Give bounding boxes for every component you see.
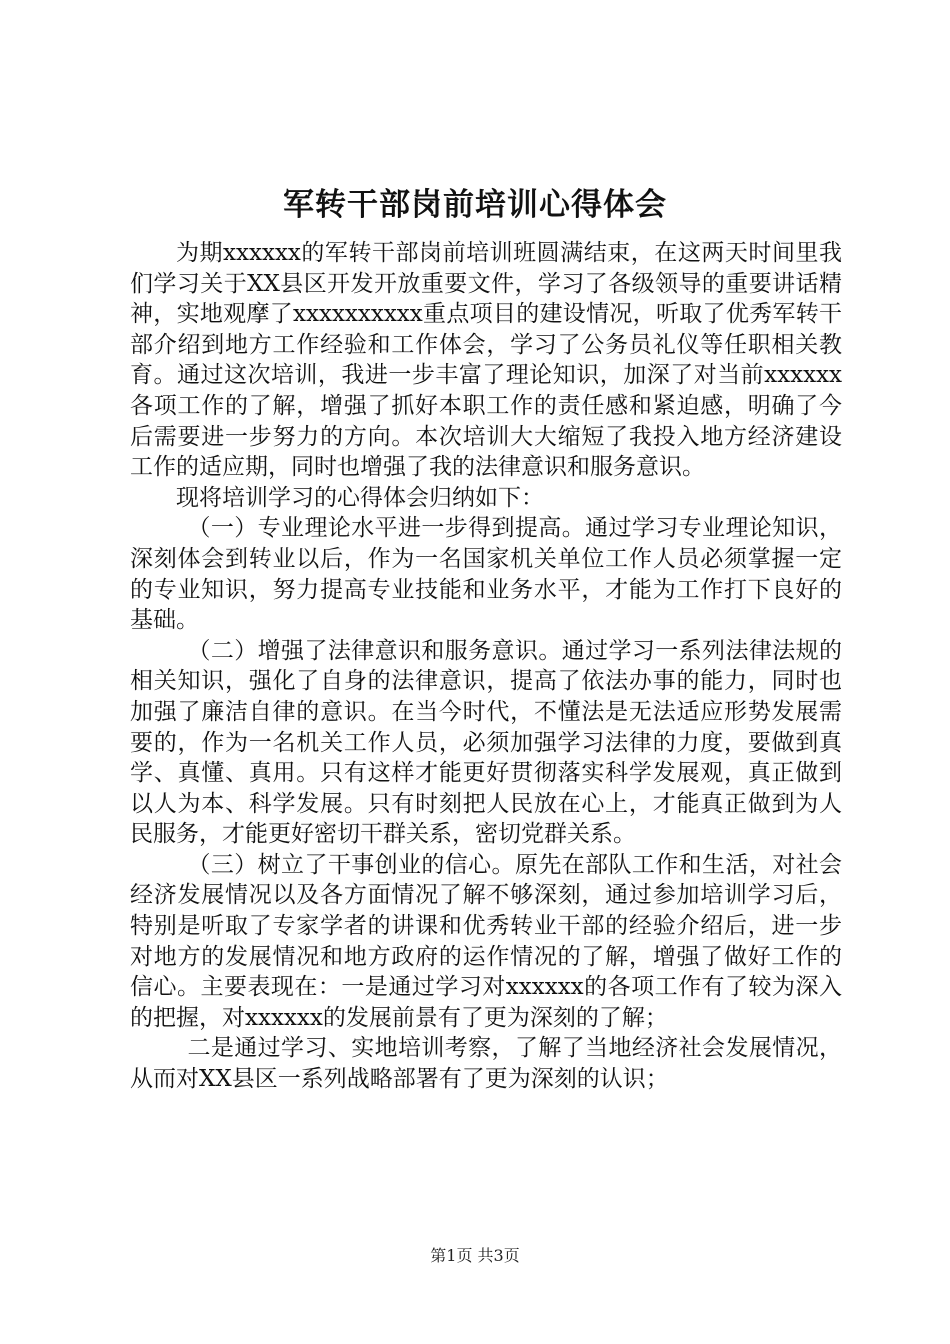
paragraph-summary-lead: 现将培训学习的心得体会归纳如下： [176, 484, 544, 511]
paragraph-point-one: （一）专业理论水平进一步得到提高。通过学习专业理论知识，深刻体会到转业以后，作为一名国家机关单位工作人员必须掌握一定的专业知识，努力提高专业技能和业务水平，才能为工作打下良好的基础。 [130, 515, 842, 634]
paragraph-point-two: （二）增强了法律意识和服务意识。通过学习一系列法律法规的相关知识，强化了自身的法律意识，提高了依法办事的能力，同时也加强了廉洁自律的意识。在当今时代，不懂法是无法适应形势发展需要的，作为一名机关工作人员，必须加强学习法律的力度，要做到真学、真懂、真用。只有这样才能更好贯彻落实科学发展观，真正做到以人为本、科学发展。只有时刻把人民放在心上，才能真正做到为人民服务，才能更好密切干群关系，密切党群关系。 [130, 637, 842, 848]
page-footer: 第1页 共3页 [430, 1246, 520, 1265]
document-body [130, 238, 842, 1095]
paragraph-point-three: （三）树立了干事创业的信心。原先在部队工作和生活，对社会经济发展情况以及各方面情况了解不够深刻，通过参加培训学习后，特别是听取了专家学者的讲课和优秀转业干部的经验介绍后，进一步对地方的发展情况和地方政府的运作情况的了解，增强了做好工作的信心。主要表现在：一是通过学习对xxxxxx的各项工作有了较为深入的把握，对xxxxxx的发展前景有了更为深刻的了解； [130, 851, 842, 1031]
document-title: 军转干部岗前培训心得体会 [283, 187, 667, 223]
paragraph-point-three-continued: 二是通过学习、实地培训考察，了解了当地经济社会发展情况，从而对XX县区一系列战略部署有了更为深刻的认识； [130, 1035, 842, 1093]
paragraph-intro: 为期xxxxxx的军转干部岗前培训班圆满结束，在这两天时间里我们学习关于XX县区开发开放重要文件，学习了各级领导的重要讲话精神，实地观摩了xxxxxxxxxx重点项目的建设情况，听取了优秀军转干部介绍到地方工作经验和工作体会，学习了公务员礼仪等任职相关教育。通过这次培训，我进一步丰富了理论知识，加深了对当前xxxxxx各项工作的了解，增强了抓好本职工作的责任感和紧迫感，明确了今后需要进一步努力的方向。本次培训大大缩短了我投入地方经济建设工作的适应期，同时也增强了我的法律意识和服务意识。 [130, 240, 842, 481]
